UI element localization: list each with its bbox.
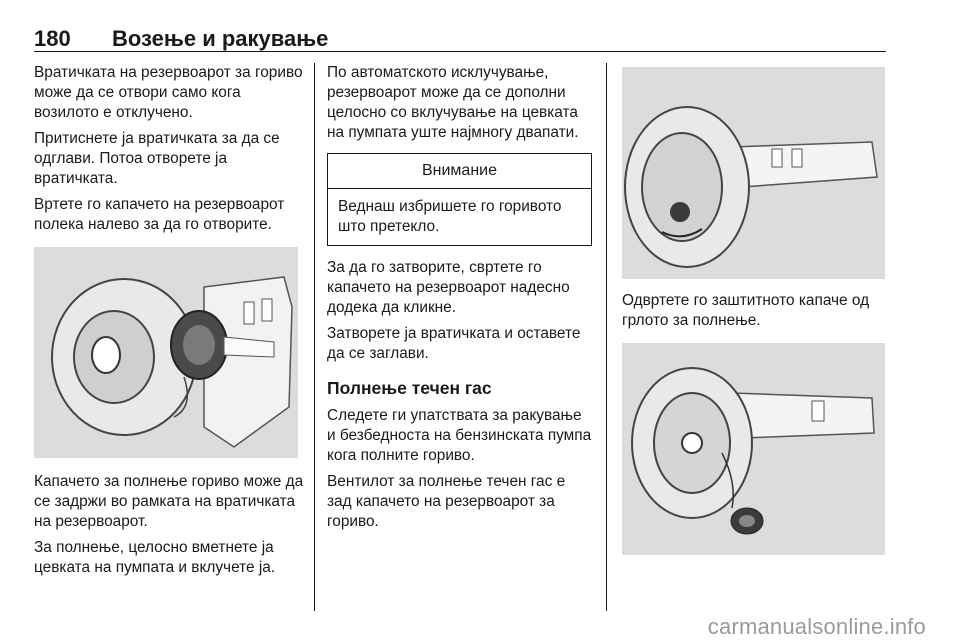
paragraph: За да го затворите, свртете го капачето на резервоарот надесно додека да кликне.: [327, 259, 570, 316]
column-divider-2: [606, 63, 607, 611]
page-title: Возење и ракување: [112, 26, 329, 51]
paragraph: Вентилот за полнење течен гас е зад капачето на резервоарот за гориво.: [327, 473, 566, 530]
fuel-door-tank-illustration: [622, 67, 885, 279]
header-rule: [34, 51, 886, 52]
column-3: [622, 63, 887, 555]
column-divider-1: [314, 63, 315, 611]
watermark: carmanualsonline.info: [707, 614, 926, 639]
paragraph: Следете ги упатствата за ракување и безбедноста на бензинската пумпа кога полните гориво.: [327, 407, 592, 464]
paragraph: За полнење, целосно вметнете ја цевката на пумпата и вклучете ја.: [34, 539, 276, 576]
paragraph: Вратичката на резервоарот за гориво може да се отвори само кога возилото е отклучено.: [34, 64, 303, 121]
column-2: [327, 63, 592, 538]
fuel-door-open-illustration: [34, 247, 298, 458]
paragraph: Капачето за полнење гориво може да се задржи во рамката на вратичката на резервоарот.: [34, 473, 304, 530]
section-heading: Полнење течен гас: [327, 378, 492, 398]
paragraph: Притиснете ја вратичката за да се одглави. Потоа отворете ја вратичката.: [34, 130, 280, 187]
notice-title: Внимание: [328, 154, 591, 189]
page-number: 180: [34, 26, 71, 51]
lpg-filler-illustration: [622, 343, 885, 555]
paragraph: По автоматското исклучување, резервоарот може да се дополни целосно со вклучување на цевката на пумпата уште најмногу двапати.: [327, 64, 579, 141]
caution-notice: [327, 153, 592, 246]
paragraph: Затворете ја вратичката и оставете да се заглави.: [327, 325, 581, 362]
notice-body: Веднаш избришете го горивото што претекло.: [338, 198, 562, 235]
paragraph: Одвртете го заштитното капаче од грлото за полнење.: [622, 292, 870, 329]
paragraph: Вртете го капачето на резервоарот полека налево за да го отворите.: [34, 196, 285, 233]
column-1: [34, 63, 304, 584]
